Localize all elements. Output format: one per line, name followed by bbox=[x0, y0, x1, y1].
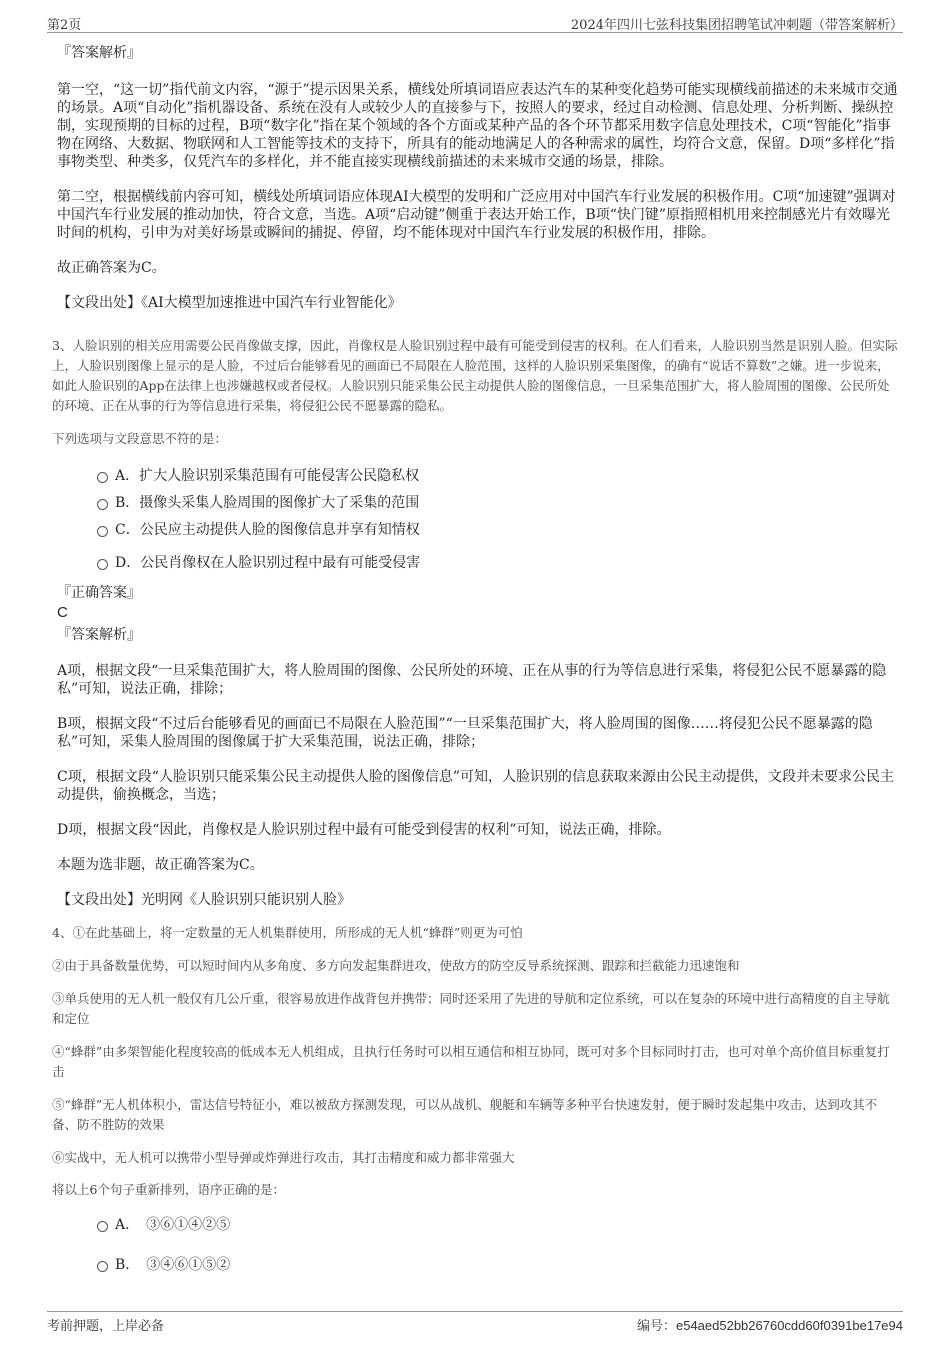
q3-prompt: 下列选项与文段意思不符的是： bbox=[52, 431, 228, 446]
q2-conclusion: 故正确答案为C。 bbox=[57, 260, 166, 276]
q3-analysis-label: 『答案解析』 bbox=[57, 627, 141, 643]
q3-correct-label: 『正确答案』 bbox=[57, 585, 141, 601]
q3-correct-answer: C bbox=[57, 604, 68, 621]
document-title: 2024年四川七弦科技集团招聘笔试冲刺题（带答案解析） bbox=[570, 18, 903, 33]
q2-analysis-p2: 第二空，根据横线前内容可知，横线处所填词语应体现AI大模型的发明和广泛应用对中国汽车行业发展的积极作用。C项“加速键”强调对中国汽车行业发展的推动加快，符合文意，当选。A项“启动键”侧重于表达开始工作，B项“快门键”原指照相机用来控制感光片有效曝光时间的机构，引申为对美好场景或瞬间的捕捉、停留，均不能体现对中国汽车行业发展的积极作用，排除。 bbox=[57, 189, 896, 241]
footer-id: 编号：e54aed52bb26760cdd60f0391be17e94 bbox=[636, 1318, 903, 1333]
radio-icon[interactable] bbox=[97, 559, 108, 570]
main-content bbox=[52, 44, 900, 1286]
page-header bbox=[47, 12, 903, 33]
q4-option-a[interactable] bbox=[97, 1215, 900, 1255]
q2-analysis-p1: 第一空，“这一切”指代前文内容，“源于”提示因果关系，横线处所填词语应表达汽车的某种变化趋势可能实现横线前描述的未来城市交通的场景。A项“自动化”指机器设备、系统在没有人或较少人的直接参与下，按照人的要求，经过自动检测、信息处理、分析判断、操纵控制，实现预期的目标的过程，B项“数字化”指在某个领域的各个方面或某种产品的各个环节都采用数字信息处理技术，C项“智能化”指事物在网络、大数据、物联网和人工智能等技术的支持下，所具有的能动地满足人的各种需求的属性，均符合文意，保留。D项“多样化”指事物类型、种类多，仅凭汽车的多样化，并不能直接实现横线前描述的未来城市交通的场景，排除。 bbox=[57, 82, 898, 170]
page-footer bbox=[47, 1311, 903, 1336]
q2-source: 【文段出处】《AI大模型加速推进中国汽车行业智能化》 bbox=[57, 295, 402, 311]
q3-options bbox=[97, 466, 900, 580]
q3-analysis-d: D项，根据文段“因此，肖像权是人脸识别过程中最有可能受到侵害的权利”可知，说法正确，排除。 bbox=[57, 822, 671, 838]
radio-icon[interactable] bbox=[97, 472, 108, 483]
radio-icon[interactable] bbox=[97, 526, 108, 537]
q4-sentence-6: ⑥实战中，无人机可以携带小型导弹或炸弹进行攻击，其打击精度和威力都非常强大 bbox=[52, 1150, 515, 1165]
footer-slogan: 考前押题，上岸必备 bbox=[47, 1319, 165, 1334]
q3-option-b[interactable] bbox=[97, 493, 900, 520]
option-label: B． ③④⑥①⑤② bbox=[115, 1257, 231, 1273]
page-number: 第2页 bbox=[47, 18, 82, 33]
q4-sentence-1: 4、①在此基础上，将一定数量的无人机集群使用，所形成的无人机“蜂群”则更为可怕 bbox=[52, 925, 523, 940]
option-label: A． ③⑥①④②⑤ bbox=[115, 1217, 231, 1233]
q4-sentence-5: ⑤“蜂群”无人机体积小，雷达信号特征小，难以被敌方探测发现，可以从战机、舰艇和车辆等多种平台快速发射，便于瞬时发起集中攻击，达到攻其不备、防不胜防的效果 bbox=[52, 1097, 878, 1132]
q2-analysis-label: 『答案解析』 bbox=[57, 45, 141, 61]
q3-analysis-b: B项，根据文段“不过后台能够看见的画面已不局限在人脸范围”“一旦采集范围扩大，将人脸周围的图像……将侵犯公民不愿暴露的隐私”可知，采集人脸周围的图像属于扩大采集范围，说法正确，排除； bbox=[57, 716, 873, 750]
option-label: C．公民应主动提供人脸的图像信息并享有知情权 bbox=[115, 522, 420, 538]
q3-conclusion: 本题为选非题，故正确答案为C。 bbox=[57, 857, 264, 873]
radio-icon[interactable] bbox=[97, 1221, 108, 1232]
option-label: B．摄像头采集人脸周围的图像扩大了采集的范围 bbox=[115, 495, 420, 511]
q3-text: 3、人脸识别的相关应用需要公民肖像做支撑，因此，肖像权是人脸识别过程中最有可能受到侵害的权利。在人们看来，人脸识别当然是识别人脸。但实际上，人脸识别图像上显示的是人脸，不过后台能够看见的画面已不局限在人脸范围，这样的人脸识别采集图像，的确有“说话不算数”之嫌。进一步说来，如此人脸识别的App在法律上也涉嫌越权或者侵权。人脸识别只能采集公民主动提供人脸的图像信息，一旦采集范围扩大，将人脸周围的图像、公民所处的环境、正在从事的行为等信息进行采集，将侵犯公民不愿暴露的隐私。 bbox=[52, 338, 898, 413]
option-label: D．公民肖像权在人脸识别过程中最有可能受侵害 bbox=[115, 555, 421, 571]
q4-option-b[interactable] bbox=[97, 1255, 900, 1282]
q4-sentence-4: ④“蜂群”由多架智能化程度较高的低成本无人机组成，且执行任务时可以相互通信和相互协同，既可对多个目标同时打击，也可对单个高价值目标重复打击 bbox=[52, 1044, 890, 1079]
q4-options bbox=[97, 1215, 900, 1282]
q3-source: 【文段出处】光明网《人脸识别只能识别人脸》 bbox=[57, 892, 351, 908]
q3-option-c[interactable] bbox=[97, 520, 900, 547]
q4-prompt: 将以上6个句子重新排列，语序正确的是： bbox=[52, 1182, 285, 1197]
radio-icon[interactable] bbox=[97, 1261, 108, 1272]
q4-sentence-2: ②由于具备数量优势，可以短时间内从多角度、多方向发起集群进攻，使敌方的防空反导系统探测、跟踪和拦截能力迅速饱和 bbox=[52, 958, 740, 973]
q4-sentence-3: ③单兵使用的无人机一般仅有几公斤重，很容易放进作战背包并携带；同时还采用了先进的导航和定位系统，可以在复杂的环境中进行高精度的自主导航和定位 bbox=[52, 991, 890, 1026]
radio-icon[interactable] bbox=[97, 499, 108, 510]
q3-analysis-c: C项，根据文段“人脸识别只能采集公民主动提供人脸的图像信息”可知，人脸识别的信息获取来源由公民主动提供，文段并未要求公民主动提供，偷换概念，当选； bbox=[57, 769, 895, 803]
q3-option-d[interactable] bbox=[97, 553, 900, 580]
q3-option-a[interactable] bbox=[97, 466, 900, 493]
q3-analysis-a: A项，根据文段“一旦采集范围扩大，将人脸周围的图像、公民所处的环境、正在从事的行为等信息进行采集，将侵犯公民不愿暴露的隐私”可知，说法正确，排除； bbox=[57, 663, 887, 697]
option-label: A．扩大人脸识别采集范围有可能侵害公民隐私权 bbox=[115, 468, 420, 484]
